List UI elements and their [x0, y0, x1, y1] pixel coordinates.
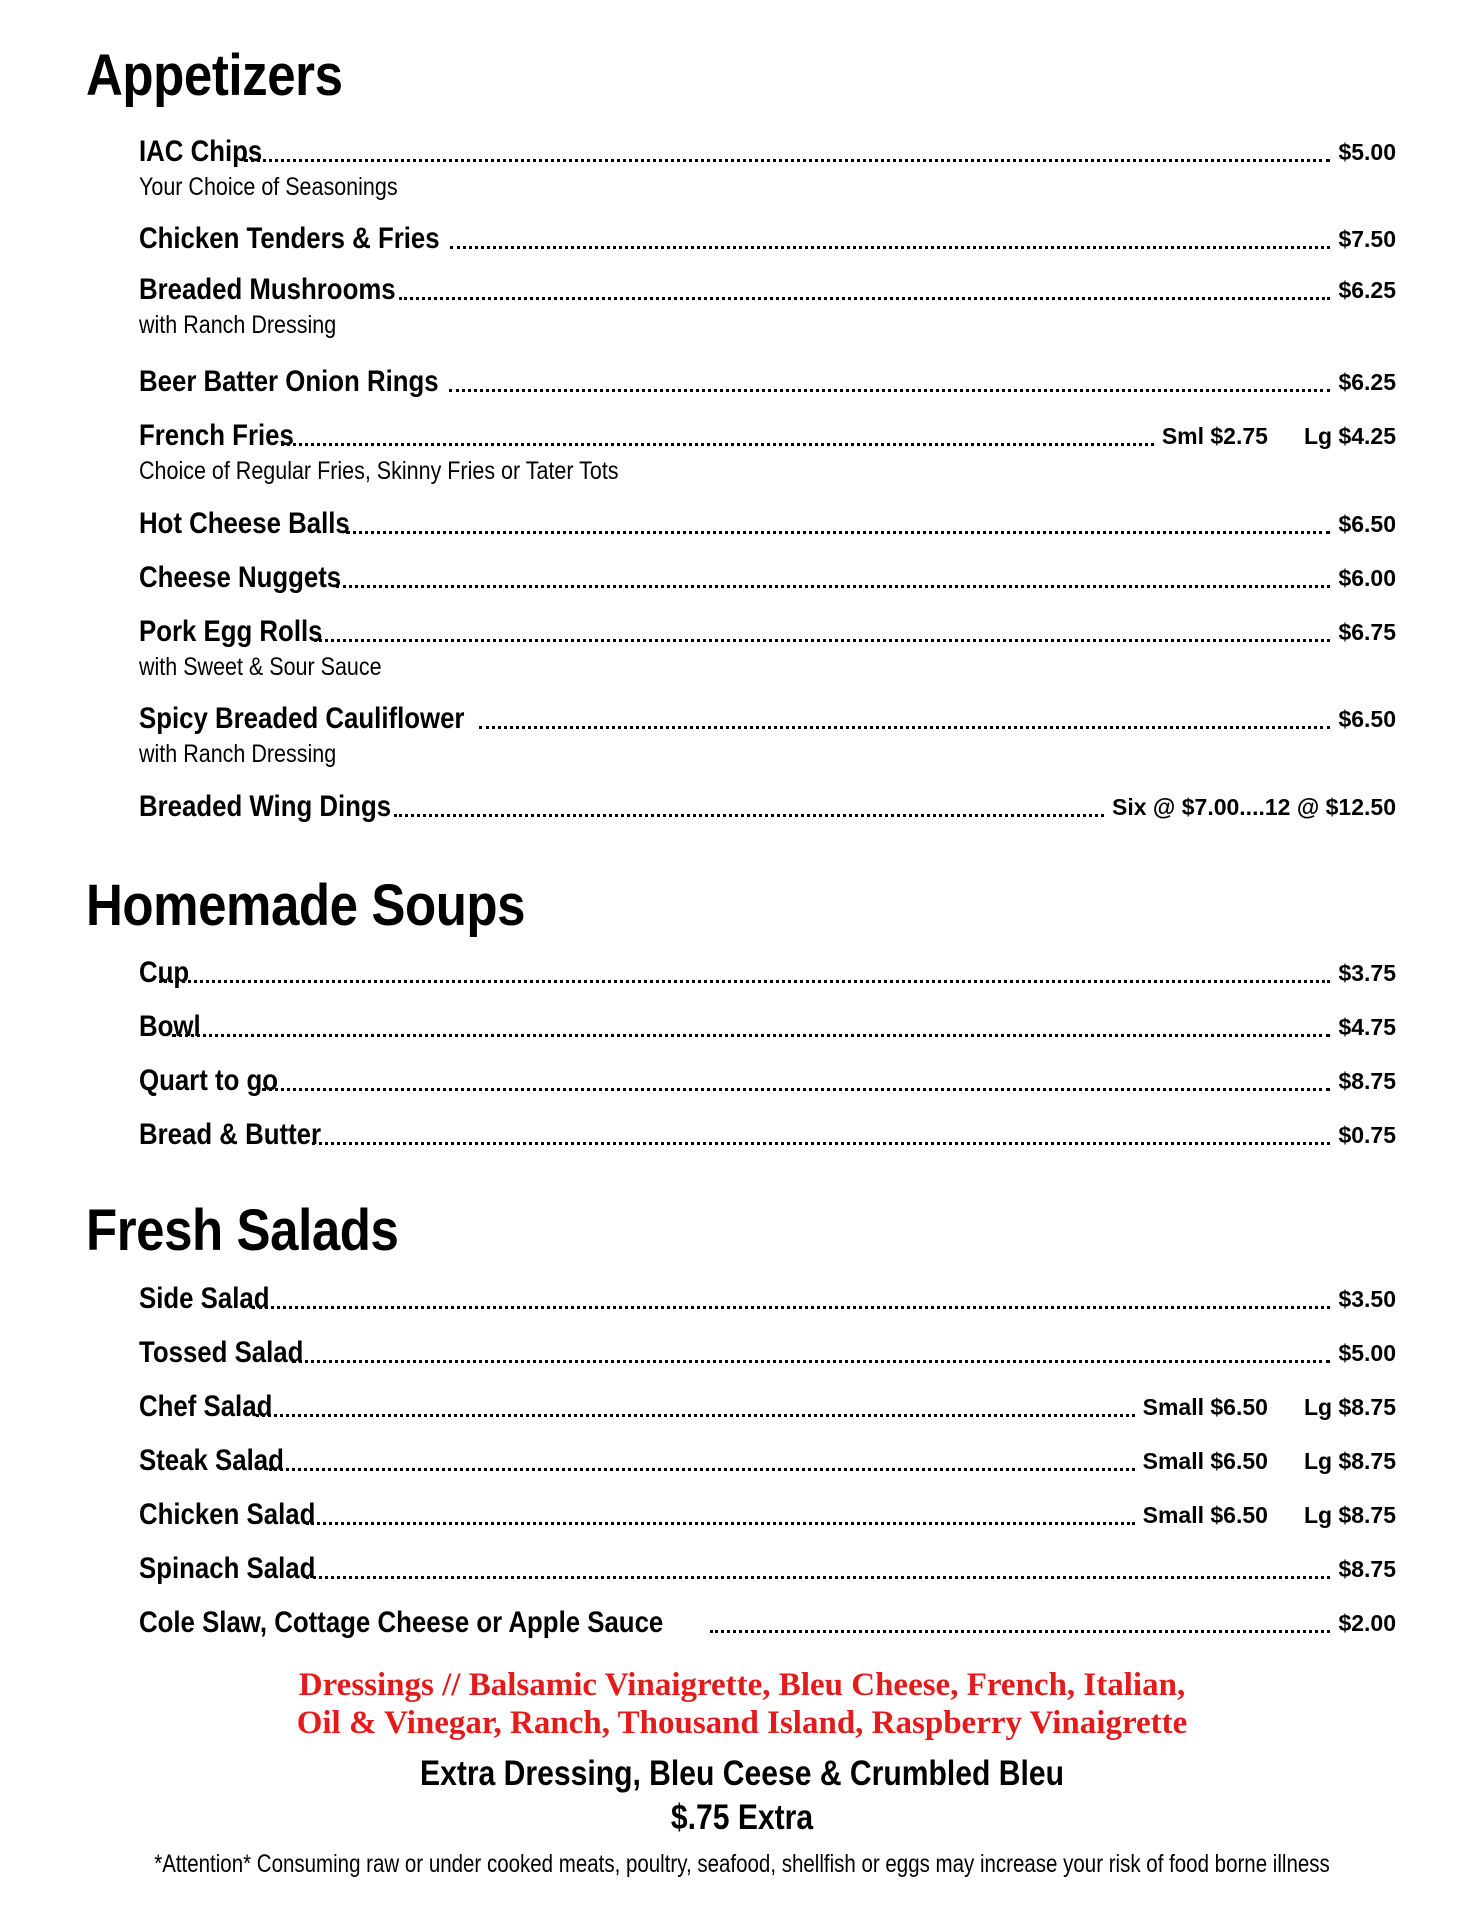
item-price-large: Lg $4.25 [1303, 423, 1396, 449]
item-price-large: Lg $8.75 [1303, 1448, 1396, 1474]
item-name: Chicken Salad [139, 1498, 316, 1531]
menu-item [139, 363, 1396, 401]
dressings-line-1: Dressings // Balsamic Vinaigrette, Bleu Cheese, French, Italian, [298, 1667, 1186, 1703]
menu-item [139, 1280, 1396, 1318]
item-price: $0.75 [1338, 1122, 1396, 1148]
dot-leader [479, 726, 1330, 729]
dot-leader [314, 639, 1330, 642]
menu-item [139, 1496, 1396, 1534]
item-name: Spinach Salad [139, 1552, 316, 1585]
menu-item [139, 788, 1396, 826]
item-name: Breaded Wing Dings [139, 790, 392, 823]
item-price: $3.75 [1338, 960, 1396, 986]
item-name: Breaded Mushrooms [139, 273, 396, 306]
item-price: $7.50 [1338, 226, 1396, 252]
item-name: French Fries [139, 419, 294, 452]
item-name: Steak Salad [139, 1444, 284, 1477]
dot-leader [312, 1142, 1330, 1145]
menu-item [139, 1116, 1396, 1154]
extra-dressing-line-1: Extra Dressing, Bleu Ceese & Crumbled Bleu [419, 1754, 1065, 1793]
item-name: Bread & Butter [139, 1118, 322, 1151]
item-name: Chicken Tenders & Fries [139, 222, 440, 255]
menu-item [139, 271, 1396, 341]
item-price: Six @ $7.00....12 @ $12.50 [1112, 794, 1396, 820]
item-description: with Ranch Dressing [139, 740, 337, 768]
dot-leader [450, 246, 1330, 249]
dot-leader [256, 1414, 1135, 1417]
item-price: $2.00 [1338, 1610, 1396, 1636]
item-price-small: Sml $2.75 [1161, 423, 1268, 449]
dot-leader [394, 814, 1104, 817]
dot-leader [399, 297, 1330, 300]
item-description: Your Choice of Seasonings [139, 173, 398, 201]
item-name: Bowl [139, 1010, 201, 1043]
salads-heading: Fresh Salads [86, 1198, 399, 1263]
menu-item [139, 1334, 1396, 1372]
item-name: IAC Chips [139, 135, 263, 168]
item-name: Side Salad [139, 1282, 270, 1315]
item-price: $8.75 [1338, 1556, 1396, 1582]
item-price-large: Lg $8.75 [1303, 1502, 1396, 1528]
dot-leader [172, 1034, 1330, 1037]
item-name: Pork Egg Rolls [139, 615, 323, 648]
menu-item [139, 1550, 1396, 1588]
item-price: $4.75 [1338, 1014, 1396, 1040]
item-price-small: Small $6.50 [1142, 1448, 1268, 1474]
dot-leader [346, 531, 1331, 534]
item-price: $6.75 [1338, 619, 1396, 645]
item-price-group [1135, 1388, 1396, 1426]
dressings-note [0, 1666, 1484, 1742]
item-name: Beer Batter Onion Rings [139, 365, 439, 398]
item-price-small: Small $6.50 [1142, 1394, 1268, 1420]
item-name: Tossed Salad [139, 1336, 304, 1369]
item-description: Choice of Regular Fries, Skinny Fries or Tater Tots [139, 457, 619, 485]
menu-item [139, 1442, 1396, 1480]
dot-leader [269, 1468, 1134, 1471]
menu-item [139, 133, 1396, 203]
extra-dressing-line-2: $.75 Extra [670, 1798, 814, 1837]
item-name: Chef Salad [139, 1390, 273, 1423]
item-price: $6.50 [1338, 511, 1396, 537]
item-price: $6.25 [1338, 277, 1396, 303]
item-name: Quart to go [139, 1064, 279, 1097]
item-price-group [1135, 1496, 1396, 1534]
dot-leader [710, 1630, 1330, 1633]
item-description: with Sweet & Sour Sauce [139, 653, 382, 681]
item-price-small: Small $6.50 [1142, 1502, 1268, 1528]
item-price-large: Lg $8.75 [1303, 1394, 1396, 1420]
menu-item [139, 1062, 1396, 1100]
dot-leader [262, 1088, 1330, 1091]
item-price: $6.25 [1338, 369, 1396, 395]
item-description: with Ranch Dressing [139, 311, 337, 339]
appetizers-heading: Appetizers [86, 43, 343, 108]
item-name: Cole Slaw, Cottage Cheese or Apple Sauce [139, 1606, 664, 1639]
dot-leader [292, 1360, 1331, 1363]
dot-leader [281, 443, 1154, 446]
dot-leader [306, 1576, 1331, 1579]
menu-item [139, 954, 1396, 992]
item-price: $5.00 [1338, 1340, 1396, 1366]
dot-leader [336, 585, 1331, 588]
item-price: $3.50 [1338, 1286, 1396, 1312]
item-price: $6.00 [1338, 565, 1396, 591]
item-price: $6.50 [1338, 706, 1396, 732]
item-price-group [1135, 1442, 1396, 1480]
menu-item [139, 1008, 1396, 1046]
extra-dressing-note [0, 1752, 1484, 1840]
menu-item [139, 417, 1396, 487]
dot-leader [449, 389, 1330, 392]
menu-item [139, 1388, 1396, 1426]
item-name: Spicy Breaded Cauliflower [139, 702, 465, 735]
item-name: Cheese Nuggets [139, 561, 342, 594]
menu-item [139, 1604, 1396, 1642]
menu-item [139, 220, 1396, 258]
item-name: Cup [139, 956, 190, 989]
food-safety-disclaimer: *Attention* Consuming raw or under cooked meats, poultry, seafood, shellfish or eggs may increase your risk of food borne illness [154, 1850, 1330, 1878]
dot-leader [244, 159, 1330, 162]
item-price: $5.00 [1338, 139, 1396, 165]
dressings-line-2: Oil & Vinegar, Ranch, Thousand Island, Raspberry Vinaigrette [296, 1705, 1188, 1741]
soups-heading: Homemade Soups [86, 873, 526, 938]
item-price-group [1154, 417, 1396, 455]
dot-leader [306, 1522, 1135, 1525]
menu-item [139, 700, 1396, 770]
dot-leader [159, 980, 1330, 983]
dot-leader [252, 1306, 1330, 1309]
menu-item [139, 613, 1396, 683]
menu-item [139, 505, 1396, 543]
menu-item [139, 559, 1396, 597]
item-price: $8.75 [1338, 1068, 1396, 1094]
item-name: Hot Cheese Balls [139, 507, 350, 540]
